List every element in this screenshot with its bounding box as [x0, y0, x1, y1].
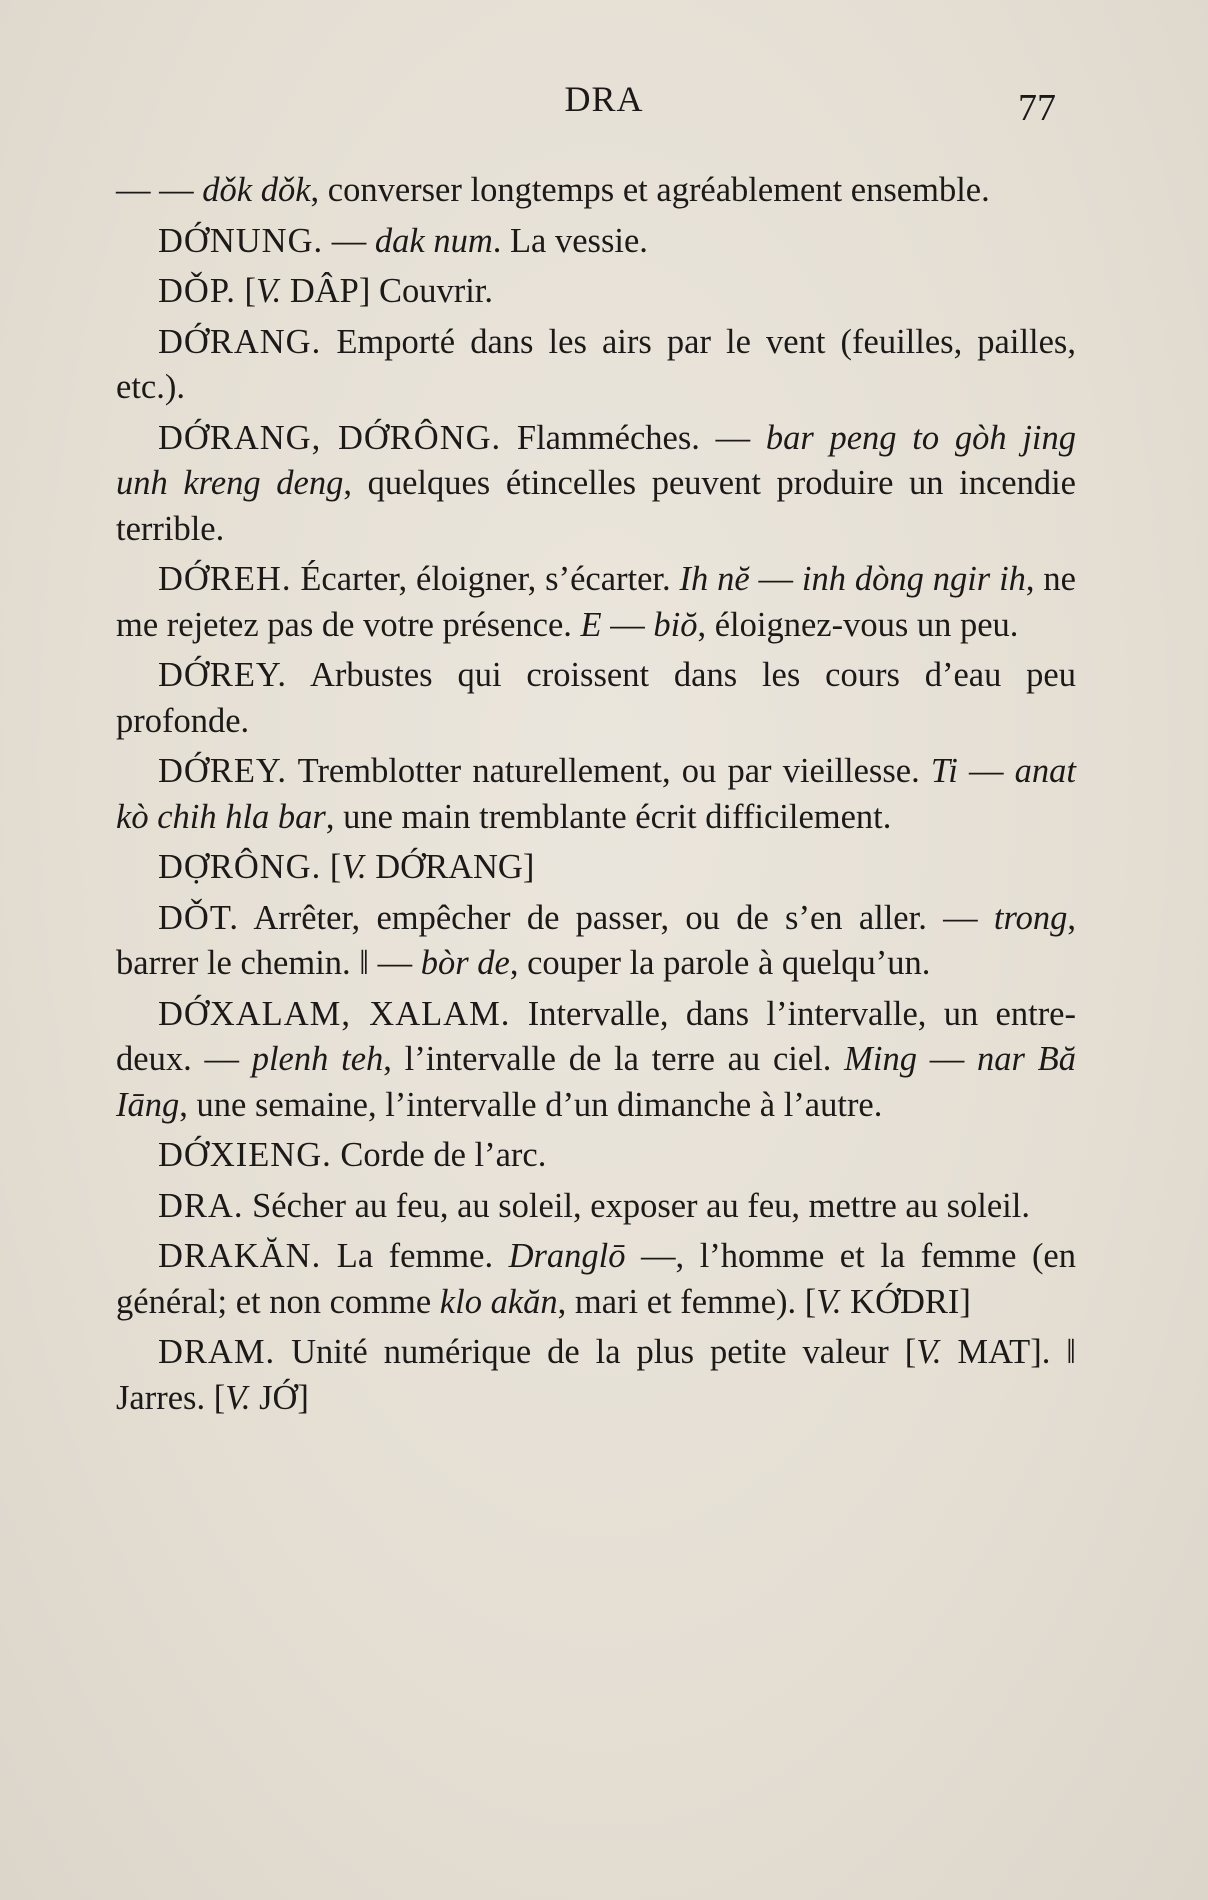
definition-text: Écarter, éloigner, s’écarter.: [291, 560, 680, 598]
headword: DRAM.: [158, 1333, 276, 1371]
dictionary-entry: [116, 653, 1076, 744]
definition-text: Arbustes qui croissent dans les cours d’eau peu profonde.: [116, 656, 1076, 740]
headword: DỚREY.: [158, 656, 288, 694]
bahnar-example: klo akăn: [439, 1282, 558, 1321]
bahnar-example: V.: [916, 1333, 942, 1371]
definition-text: MAT]. ‖ Jarres. [: [116, 1333, 1076, 1417]
dictionary-entry: [116, 1330, 1076, 1421]
bahnar-example: inh dòng ngir ih: [801, 560, 1026, 598]
definition-text: Emporté dans les airs par le vent (feuilles, pailles, etc.).: [116, 322, 1076, 406]
dictionary-entry: [116, 749, 1076, 840]
bahnar-example: bòr de: [420, 944, 510, 982]
headword: DǑP.: [158, 272, 236, 310]
definition-text: DỚRANG]: [366, 848, 535, 886]
definition-text: Intervalle, dans l’intervalle, un entre-deux. —: [116, 994, 1076, 1078]
definition-text: Corde de l’arc.: [331, 1136, 547, 1174]
bahnar-example: plenh teh: [251, 1040, 384, 1078]
headword: DỚREH.: [158, 560, 292, 598]
entry-continuation: [116, 168, 1076, 214]
definition-text: KỚDRI]: [841, 1282, 971, 1321]
definition-text: —: [957, 752, 1015, 790]
headword: DỚXALAM, XALAM.: [158, 994, 511, 1033]
headword: DǑT.: [158, 898, 239, 937]
definition-text: —: [323, 221, 375, 260]
bahnar-example: trong: [993, 898, 1068, 937]
dictionary-entry: [116, 269, 1076, 315]
definition-text: —: [601, 605, 654, 644]
headword: DRA.: [158, 1186, 244, 1225]
page-number: 77: [1018, 87, 1056, 129]
bahnar-example: anat kò chih hla bar: [116, 752, 1077, 836]
dictionary-entry: [116, 320, 1076, 411]
headword: DRAKĂN.: [158, 1237, 322, 1275]
bahnar-example: V.: [255, 272, 282, 310]
bahnar-example: V.: [341, 848, 367, 886]
definition-text: —, l’homme et la femme (en général; et non comme: [116, 1237, 1076, 1321]
running-head: DRA: [564, 79, 644, 119]
definition-text: —: [749, 560, 802, 598]
bahnar-example: dǒk dǒk: [202, 171, 311, 209]
bahnar-example: bar peng to gòh jing unh kreng deng: [116, 418, 1077, 502]
dictionary-entry: [116, 557, 1076, 648]
definition-text: , barrer le chemin. ‖ —: [116, 898, 1076, 982]
dictionary-entry: [116, 219, 1076, 265]
dictionary-entry: [116, 896, 1076, 987]
bahnar-example: Ti: [930, 752, 958, 790]
headword: DỚXIENG.: [158, 1136, 332, 1174]
bahnar-example: biŏ: [653, 605, 698, 644]
definition-text: JỚ]: [250, 1378, 309, 1417]
definition-text: , converser longtemps et agréablement ensemble.: [310, 171, 990, 209]
headword: DỚRANG.: [158, 322, 322, 361]
bahnar-example: Dranglō: [508, 1237, 626, 1275]
definition-text: , mari et femme). [: [557, 1282, 817, 1321]
bahnar-example: E: [580, 605, 602, 644]
definition-text: . La vessie.: [492, 221, 648, 260]
definition-text: Unité numérique de la plus petite valeur [: [275, 1333, 917, 1371]
headword: DỚREY.: [158, 752, 288, 790]
headword: DỚRANG, DỚRÔNG.: [158, 418, 502, 457]
definition-text: , couper la parole à quelqu’un.: [509, 944, 931, 982]
bahnar-example: Ih nĕ: [679, 560, 750, 598]
definition-text: , l’intervalle de la terre au ciel.: [383, 1040, 845, 1078]
definition-text: Arrêter, empêcher de passer, ou de s’en aller. —: [238, 898, 994, 937]
definition-text: Tremblotter naturellement, ou par vieillesse.: [287, 752, 931, 790]
bahnar-example: V.: [225, 1378, 251, 1417]
dictionary-entry: [116, 1184, 1076, 1230]
bahnar-example: dak num: [374, 221, 493, 260]
definition-text: Sécher au feu, au soleil, exposer au feu, mettre au soleil.: [243, 1186, 1030, 1225]
definition-text: , ne me rejetez pas de votre présence.: [116, 560, 1076, 644]
bahnar-example: V.: [816, 1282, 842, 1321]
bahnar-example: Ming: [844, 1040, 917, 1078]
headword: DỢRÔNG.: [158, 848, 322, 886]
definition-text: DÂP] Couvrir.: [281, 272, 494, 310]
definition-text: La femme.: [321, 1237, 509, 1275]
dictionary-entries: [116, 168, 1076, 1426]
definition-text: [: [321, 848, 342, 886]
definition-text: [: [235, 272, 256, 310]
dictionary-entry: [116, 416, 1076, 553]
definition-text: — —: [116, 171, 203, 209]
definition-text: , une main tremblante écrit difficilement.: [325, 797, 892, 836]
definition-text: , quelques étincelles peuvent produire un incendie terrible.: [116, 464, 1076, 548]
dictionary-entry: [116, 845, 1076, 891]
bahnar-example: nar Bă Iāng: [116, 1040, 1077, 1124]
dictionary-entry: [116, 1234, 1076, 1325]
headword: DỚNUNG.: [158, 221, 324, 260]
definition-text: , une semaine, l’intervalle d’un dimanche à l’autre.: [179, 1085, 883, 1124]
dictionary-entry: [116, 992, 1076, 1129]
definition-text: Flamméches. —: [501, 418, 766, 457]
definition-text: , éloignez-vous un peu.: [697, 605, 1019, 644]
definition-text: —: [916, 1040, 977, 1078]
dictionary-entry: [116, 1133, 1076, 1179]
